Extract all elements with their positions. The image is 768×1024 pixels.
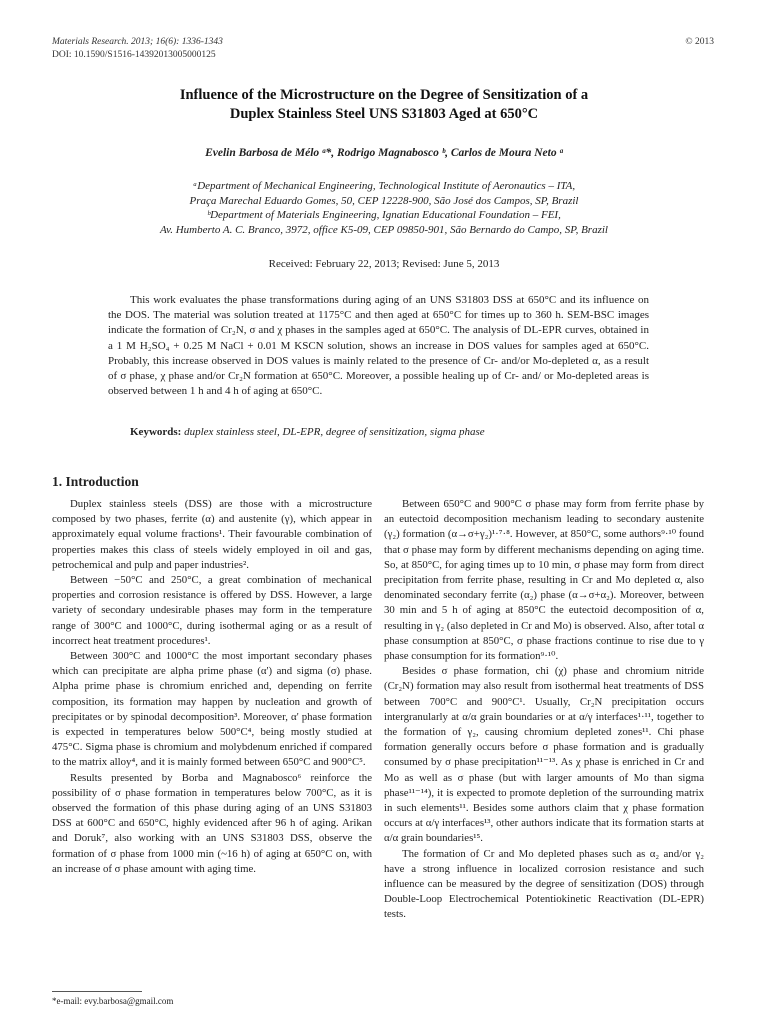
citation-block [52,36,223,62]
copyright: © 2013 [685,37,714,47]
paragraph: Between 650°C and 900°C σ phase may form from ferrite phase by an eutectoid decomposition mechanism leading to secondary austenite (γ₂) formation (α→σ+γ₂)¹·⁷·⁸. However, at 850°C, some authors⁹·¹⁰ found that σ phase may form by different mechanisms depending on aging time. So, at 850°C, for aging times up to 10 min, σ phase may form from direct precipitation from ferrite phase, resulting in Cr and Mo depleted α, also denominated secondary ferrite (α₂) phase (α→σ+α₂). Moreover, between 30 min and 5 h of aging at 850°C the eutectoid decomposition of α, resulting in γ₂ (also depleted in Cr and Mo) is observed. Also, after total α phase consumption at 850°C, σ phase fractions continue to rise due to γ phase consumption for its formation⁹·¹⁰. [384,498,704,663]
keywords-label: Keywords: [130,426,182,438]
abstract [108,293,649,399]
title-line-2: Duplex Stainless Steel UNS S31803 Aged at 650°C [229,106,539,122]
paragraph: Besides σ phase formation, chi (χ) phase and chromium nitride (Cr₂N) formation may also result from isothermal heat treatments of DSS between 700°C and 900°C¹. Usually, Cr₂N precipitation occurs intergranularly at α/α grain boundaries or at α/γ interfaces¹·¹¹, together to the formation of γ₂, causing chromium depleted zones¹¹. Chi phase formation generally occurs before σ phase formation and is gradually consumed by σ phase precipitation¹¹⁻¹³. As χ phase is enriched in Cr and Mo as well as σ phase (but with larger amounts of Mo than sigma phase¹¹⁻¹⁴), it is expected to promote depletion of the surrounding matrix in such elements¹¹. Besides some authors claim that χ phase formation occurs at α/γ interfaces¹³, other authors indicate that its formation starts at α/α grain boundaries¹⁵. [384,665,704,845]
affiliation-line: Av. Humberto A. C. Branco, 3972, office K5-09, CEP 09850-901, São Bernardo do Campo, SP, Brazil [160,223,608,236]
paper-title [60,86,708,124]
footnote-email: *e-mail: evy.barbosa@gmail.com [52,996,174,1006]
abstract-text: This work evaluates the phase transformations during aging of an UNS S31803 DSS at 650°C and its influence on the DOS. The material was solution treated at 1175°C and then aged at 650°C for times up to 360 h. SEM-BSC images indicate the formation of Cr₂N, σ and χ phases in the samples aged at 650°C. The analysis of DL-EPR curves, obtained in a 1 M H₂SO₄ + 0.25 M NaCl + 0.01 M KSCN solution, shows an increase in DOS values for samples aged at 650°C. Probably, this increase observed in DOS values is mainly related to the presence of Cr- and/or Mo-depleted α, as a result of σ phase, χ phase and/or Cr₂N formation at 650°C. Moreover, a possible healing up of Cr- and/ or Mo-depleted areas is observed between 1 h and 4 h of aging at 650°C. [108,294,649,398]
title-line-1: Influence of the Microstructure on the Degree of Sensitization of a [179,87,589,103]
left-column [52,497,372,877]
affiliation-line: Praça Marechal Eduardo Gomes, 50, CEP 12228-900, São José dos Campos, SP, Brazil [189,194,579,207]
received-dates: Received: February 22, 2013; Revised: June 5, 2013 [268,258,500,270]
affiliation-line: ᵃDepartment of Mechanical Engineering, Technological Institute of Aeronautics – ITA, [192,180,576,192]
affiliation-line: ᵇDepartment of Materials Engineering, Ignatian Educational Foundation – FEI, [207,209,561,221]
right-column [384,497,704,923]
affiliations [40,179,728,237]
keywords-text: duplex stainless steel, DL-EPR, degree of sensitization, sigma phase [184,426,485,438]
paragraph: Between −50°C and 250°C, a great combination of mechanical properties and corrosion resistance is offered by DSS. However, a large variety of secondary undesirable phases may form in the temperature range of 300°C and 1000°C, during isothermal aging or as a result of incorrect heat treatment procedures¹. [52,574,372,647]
paragraph: Results presented by Borba and Magnabosco⁶ reinforce the possibility of σ phase formation in temperatures below 700°C, as it is observed the formation of this phase during aging of an UNS S31803 DSS at 600°C and 650°C, highly evidenced after 96 h of aging. Arikan and Doruk⁷, also working with an UNS S31803 DSS, observe the formation of σ phase from 1000 min (~16 h) of aging at 650°C on, with an increase of σ phase amount with aging time. [52,771,372,875]
authors: Evelin Barbosa de Mélo ᵃ*, Rodrigo Magnabosco ᵇ, Carlos de Moura Neto ᵃ [205,147,563,159]
paragraph: The formation of Cr and Mo depleted phases such as α₂ and/or γ₂ have a strong influence in localized corrosion resistance and such influence can be measured by the degree of sensitization (DOS) through Double-Loop Electrochemical Potentiokinetic Reactivation (DL-EPR) tests. [384,847,704,921]
paragraph: Between 300°C and 1000°C the most important secondary phases which can precipitate are alpha prime phase (α') and sigma (σ) phase. Alpha prime phase is chromium enriched and, depending on ferrite composition, its formation may happen by nucleation and growth of precipitates or by spinodal decomposition³. Moreover, α' phase formation is expected in temperatures below 500°C⁴, being mostly studied at 475°C. Sigma phase is chromium and molybdenum enriched if compared to the matrix alloy⁴, and it is mainly formed between 650°C and 900°C⁵. [52,650,372,769]
keywords [130,426,708,438]
journal-citation: Materials Research. 2013; 16(6): 1336-1343 [52,37,223,47]
doi[interactable]: DOI: 10.1590/S1516-14392013005000125 [52,50,216,60]
section-heading: 1. Introduction [52,474,139,489]
paragraph: Duplex stainless steels (DSS) are those with a microstructure composed by two phases, ferrite (α) and austenite (γ), which appear in approximately equal volume fractions¹. Their favourable combination of properties makes this class of steels widely employed in oil and gas, petrochemical and pulp and paper industries². [52,498,372,571]
footnote-rule [52,991,142,992]
